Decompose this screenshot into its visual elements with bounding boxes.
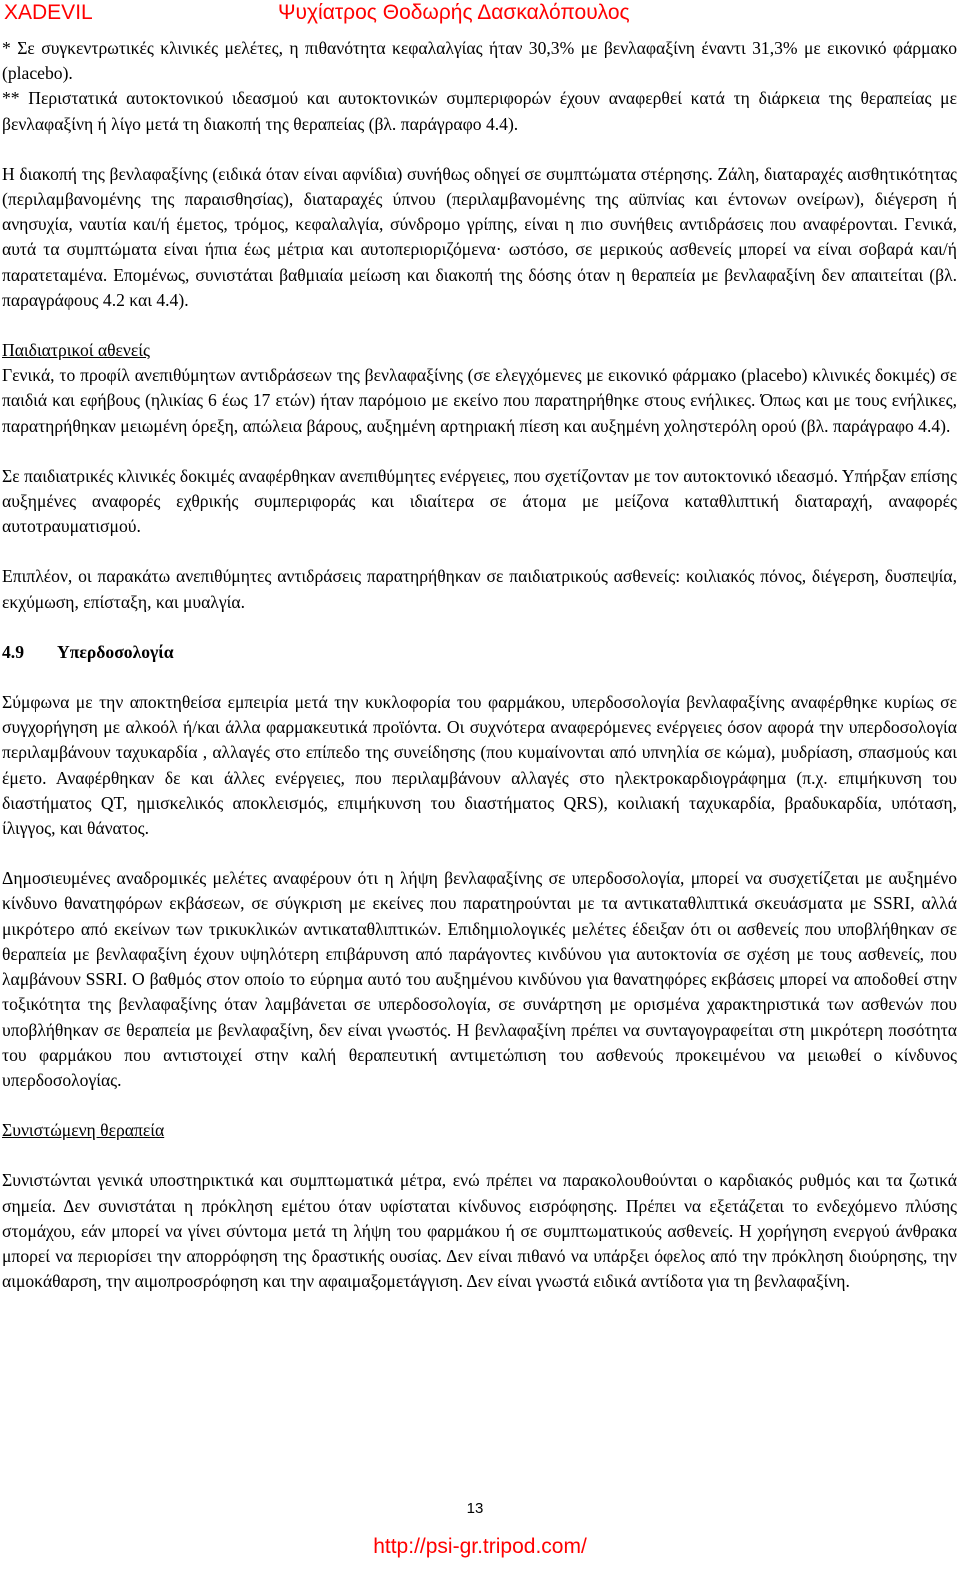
therapy-paragraph: Συνιστώνται γενικά υποστηρικτικά και συμπτωματικά μέτρα, ενώ πρέπει να παρακολουθούνται ο καρδιακός ρυθμός και τα ζωτικά σημεία. Δεν συνιστάται η πρόκληση εμέτου όταν υφίσταται κίνδυνος εισρόφησης. Πρέπει να εξετάζεται το ενδεχόμενο πλύσης στομάχου, εάν μπορεί να γίνει σύντομα μετά τη λήψη του φαρμάκου ή σε συμπτωματικούς ασθενείς. Η χορήγηση ενεργού άνθρακα μπορεί να περιορίσει την απορρόφηση της δραστικής ουσίας. Δεν είναι πιθανό να υπάρξει όφελος από την πρόκληση διούρησης, την αιμοκάθαρση, την αιμοπροσρόφηση και την αφαιμαξομετάγγιση. Δεν είναι γνωστά ειδικά αντίδοτα για τη βενλαφαξίνη. xyxy=(2,1170,957,1292)
withdrawal-paragraph: Η διακοπή της βενλαφαξίνης (ειδικά όταν είναι αφνίδια) συνήθως οδηγεί σε συμπτώματα στέρησης. Ζάλη, διαταραχές αισθητικότητας (περιλαμβανομένης της παραισθησίας), διαταραχές ύπνου (περιλαμβανομένης της αϋπνίας και έντονων ονείρων), διέγερση ή ανησυχία, ναυτία και/ή έμετος, τρόμος, κεφαλαλγία, σύνδρομο γρίπης, είναι η πιο συνήθεις αντιδράσεις που αναφέρονται. Γενικά, αυτά τα συμπτώματα είναι ήπια έως μέτρια και αυτοπεριοριζόμενα· ωστόσο, σε μερικούς ασθενείς μπορεί να είναι σοβαρά και/ή παρατεταμένα. Επομένως, συνιστάται βαθμιαία μείωση και διακοπή της δόσης όταν η θεραπεία με βενλαφαξίνη δεν απαιτείται (βλ. παραγράφους 4.2 και 4.4). xyxy=(2,163,957,310)
pediatric-paragraph-1: Γενικά, το προφίλ ανεπιθύμητων αντιδράσεων της βενλαφαξίνης (σε ελεγχόμενες με εικονικό φάρμακο (placebo) κλινικές δοκιμές) σε παιδιά και εφήβους (ηλικίας 6 έως 17 ετών) ήταν παρόμοιο με εκείνο που παρατηρήθηκε στους ενήλικες. Όπως και με τους ενήλικες, παρατηρήθηκαν μειωμένη όρεξη, απώλεια βάρους, αυξημένη αρτηριακή πίεση και αυξημένη χοληστερόλη ορού (βλ. παράγραφο 4.4). xyxy=(2,365,957,436)
footer-url[interactable]: http://psi-gr.tripod.com/ xyxy=(373,1535,587,1558)
footnote-headache: * Σε συγκεντρωτικές κλινικές μελέτες, η πιθανότητα κεφαλαλγίας ήταν 30,3% με βενλαφαξίνη έναντι 31,3% με εικονικό φάρμακο (placebo). xyxy=(2,38,957,84)
section-title: Υπερδοσολογία xyxy=(57,641,174,662)
footnote-suicidality: ** Περιστατικά αυτοκτονικού ιδεασμού και αυτοκτονικών συμπεριφορών έχουν αναφερθεί κατά τη διάρκεια της θεραπείας με βενλαφαξίνη ή λίγο μετά τη διακοπή της θεραπείας (βλ. παράγραφο 4.4). xyxy=(2,88,957,134)
author-title: Ψυχίατρος Θοδωρής Δασκαλόπουλος xyxy=(278,1,630,24)
pediatric-paragraph-2: Σε παιδιατρικές κλινικές δοκιμές αναφέρθηκαν ανεπιθύμητες ενέργειες, που σχετίζονταν με τον αυτοκτονικό ιδεασμό. Υπήρξαν επίσης αυξημένες αναφορές εχθρικής συμπεριφοράς και ιδιαίτερα σε άτομα με μείζονα καταθλιπτική διαταραχή, αναφορές αυτοτραυματισμού. xyxy=(2,465,957,537)
page-number: 13 xyxy=(466,1500,484,1517)
section-heading xyxy=(2,640,957,665)
therapy-heading: Συνιστώμενη θεραπεία xyxy=(2,1120,165,1141)
pediatric-paragraph-3: Επιπλέον, οι παρακάτω ανεπιθύμητες αντιδράσεις παρατηρήθηκαν σε παιδιατρικούς ασθενείς: κοιλιακός πόνος, διέγερση, δυσπεψία, εκχύμωση, επίσταξη, και μυαλγία. xyxy=(2,566,957,612)
document-body xyxy=(2,36,957,1294)
brand-title: XADEVIL xyxy=(4,1,93,24)
overdose-paragraph-1: Σύμφωνα με την αποκτηθείσα εμπειρία μετά την κυκλοφορία του φαρμάκου, υπερδοσολογία βενλαφαξίνης αναφέρθηκε κυρίως σε συγχορήγηση με αλκοόλ ή/και άλλα φαρμακευτικά προϊόντα. Οι συχνότερα αναφερόμενες ενέργειες όσον αφορά την υπερδοσολογία περιλαμβάνουν ταχυκαρδία , αλλαγές στο επίπεδο της συνείδησης (που κυμαίνονται από υπνηλία σε κώμα), μυδρίαση, σπασμούς και έμετο. Αναφέρθηκαν δε και άλλες ενέργειες, που περιλαμβάνουν αλλαγές στο ηλεκτροκαρδιογράφημα (π.χ. επιμήκυνση του διαστήματος QT, ημισκελικός αποκλεισμός, επιμήκυνση του διαστήματος QRS), κοιλιακή ταχυκαρδία, βραδυκαρδία, υπόταση, ίλιγγος, και θάνατος. xyxy=(2,692,957,839)
pediatric-heading: Παιδιατρικοί αθενείς xyxy=(2,340,150,361)
page-header xyxy=(0,0,960,30)
section-number: 4.9 xyxy=(2,641,24,662)
overdose-paragraph-2: Δημοσιευμένες αναδρομικές μελέτες αναφέρουν ότι η λήψη βενλαφαξίνης σε υπερδοσολογία, μπορεί να συσχετίζεται με αυξημένο κίνδυνο θανατηφόρων εκβάσεων, σε σύγκριση με εκείνες που παρατηρούνται με τα αντικαταθλιπτικά σκευάσματα με SSRI, αλλά μικρότερο από εκείνων των τρικυκλικών αντικαταθλιπτικών. Επιδημιολογικές μελέτες έδειξαν ότι οι ασθενείς που υποβλήθηκαν σε θεραπεία με βενλαφαξίνη έχουν υψηλότερη επιβάρυνση από παράγοντες κινδύνου για αυτοκτονία σε σχέση με τους ασθενείς, που λαμβάνουν SSRI. Ο βαθμός στον οποίο το εύρημα αυτό του αυξημένου κινδύνου για θανατηφόρες εκβάσεις μπορεί να αποδοθεί στην τοξικότητα της βενλαφαξίνης όταν λαμβάνεται σε υπερδοσολογία, σε συνάρτηση με ορισμένα χαρακτηριστικά των ασθενών που υποβλήθηκαν σε θεραπεία με βενλαφαξίνη, δεν είναι γνωστός. Η βενλαφαξίνη πρέπει να συνταγογραφείται στη μικρότερη ποσότητα του φαρμάκου που αντιστοιχεί στην καλή θεραπευτική αντιμετώπιση του ασθενούς προκειμένου να μειωθεί ο κίνδυνος υπερδοσολογίας. xyxy=(2,868,957,1090)
